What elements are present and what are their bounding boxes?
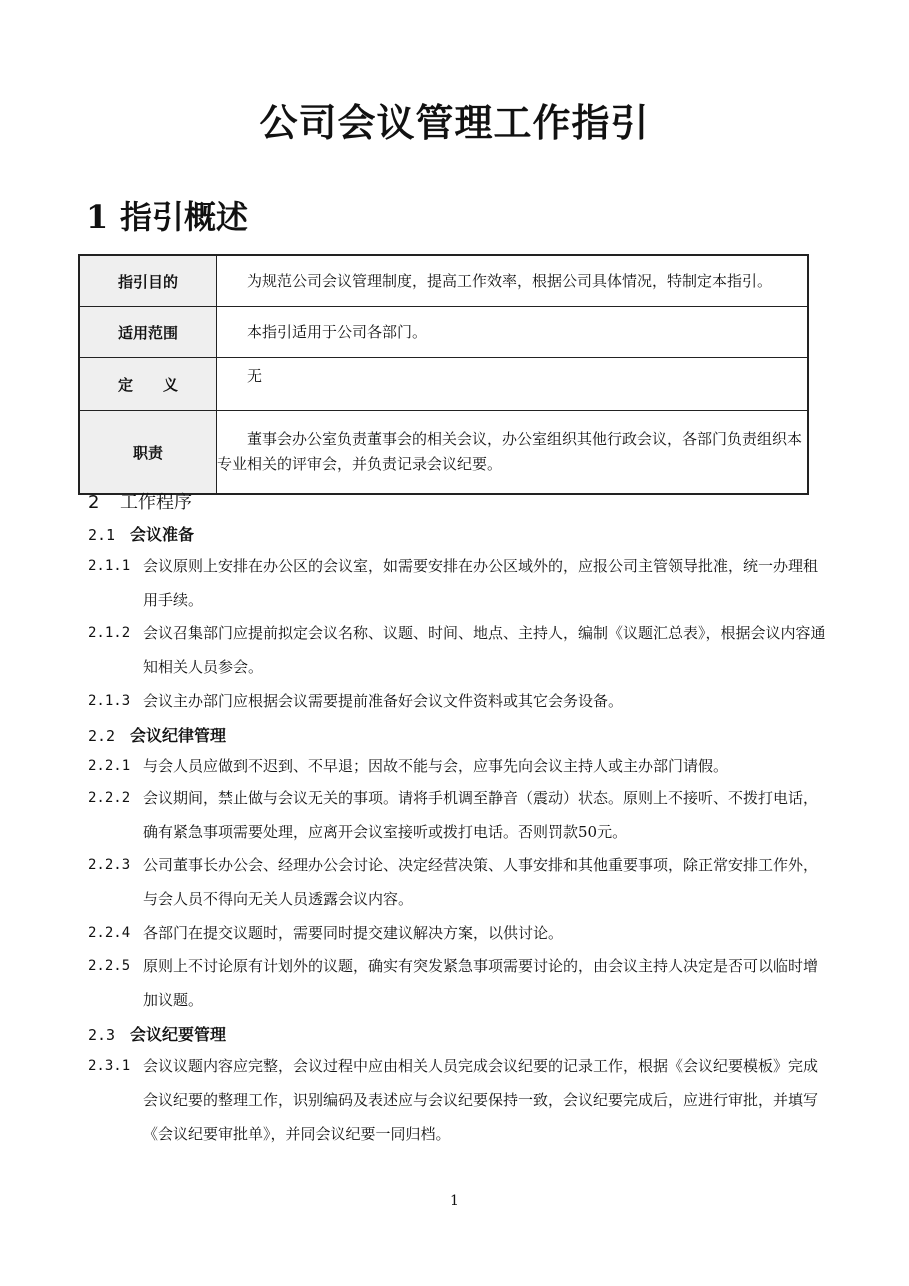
clause-2-2-2: 2.2.2 会议期间，禁止做与会议无关的事项。请将手机调至静音（震动）状态。原则上不接听、不拨打电话，确有紧急事项需要处理，应离开会议室接听或拨打电话。否则罚款50元。 — [88, 789, 819, 841]
table-key-purpose: 指引目的 — [79, 255, 217, 307]
clause-2-2-1: 2.2.1 与会人员应做到不迟到、不早退；因故不能与会，应事先向会议主持人或主办部门请假。 — [88, 757, 729, 775]
clause-2-1-1: 2.1.1 会议原则上安排在办公区的会议室，如需要安排在办公区域外的，应报公司主管领导批准，统一办理租用手续。 — [88, 557, 819, 609]
section-2-title: 工作程序 — [120, 492, 192, 513]
section-1-number: 1 — [86, 198, 109, 236]
table-row — [79, 411, 808, 495]
page-number: 1 — [450, 1193, 459, 1209]
table-value-responsibility: 董事会办公室负责董事会的相关会议，办公室组织其他行政会议，各部门负责组织本专业相关的评审会，并负责记录会议纪要。 — [217, 411, 809, 495]
subsection-2-3-heading: 2.3 会议纪要管理 — [88, 1025, 227, 1044]
table-value-scope: 本指引适用于公司各部门。 — [217, 307, 809, 358]
clause-2-2-4: 2.2.4 各部门在提交议题时，需要同时提交建议解决方案，以供讨论。 — [88, 924, 564, 942]
document-title: 公司会议管理工作指引 — [259, 100, 650, 145]
clause-2-1-3: 2.1.3 会议主办部门应根据会议需要提前准备好会议文件资料或其它会务设备。 — [88, 692, 624, 710]
clause-2-2-5: 2.2.5 原则上不讨论原有计划外的议题，确实有突发紧急事项需要讨论的，由会议主持人决定是否可以临时增加议题。 — [88, 957, 819, 1009]
clause-2-2-3: 2.2.3 公司董事长办公会、经理办公会讨论、决定经营决策、人事安排和其他重要事项，除正常安排工作外，与会人员不得向无关人员透露会议内容。 — [88, 856, 819, 908]
table-value-purpose: 为规范公司会议管理制度，提高工作效率，根据公司具体情况，特制定本指引。 — [217, 255, 809, 307]
section-1-title: 指引概述 — [120, 198, 249, 236]
table-row — [79, 358, 808, 411]
clause-2-1-2: 2.1.2 会议召集部门应提前拟定会议名称、议题、时间、地点、主持人，编制《议题汇总表》，根据会议内容通知相关人员参会。 — [88, 624, 826, 676]
table-value-definition: 无 — [217, 358, 809, 411]
subsection-2-2-heading: 2.2 会议纪律管理 — [88, 726, 227, 745]
section-1-heading — [86, 192, 248, 238]
table-key-responsibility: 职责 — [79, 411, 217, 495]
table-row — [79, 307, 808, 358]
subsection-2-1-heading: 2.1 会议准备 — [88, 525, 195, 544]
clause-2-3-1: 2.3.1 会议议题内容应完整，会议过程中应由相关人员完成会议纪要的记录工作，根据《会议纪要模板》完成会议纪要的整理工作，识别编码及表述应与会议纪要保持一致，会议纪要完成后，应进行审批，并填写《会议纪要审批单》，并同会议纪要一同归档。 — [88, 1057, 819, 1143]
table-row — [79, 255, 808, 307]
table-key-definition: 定 义 — [79, 358, 217, 411]
table-key-scope: 适用范围 — [79, 307, 217, 358]
overview-table — [78, 254, 809, 495]
section-2-heading — [88, 488, 192, 514]
section-2-number: 2 — [88, 492, 100, 513]
